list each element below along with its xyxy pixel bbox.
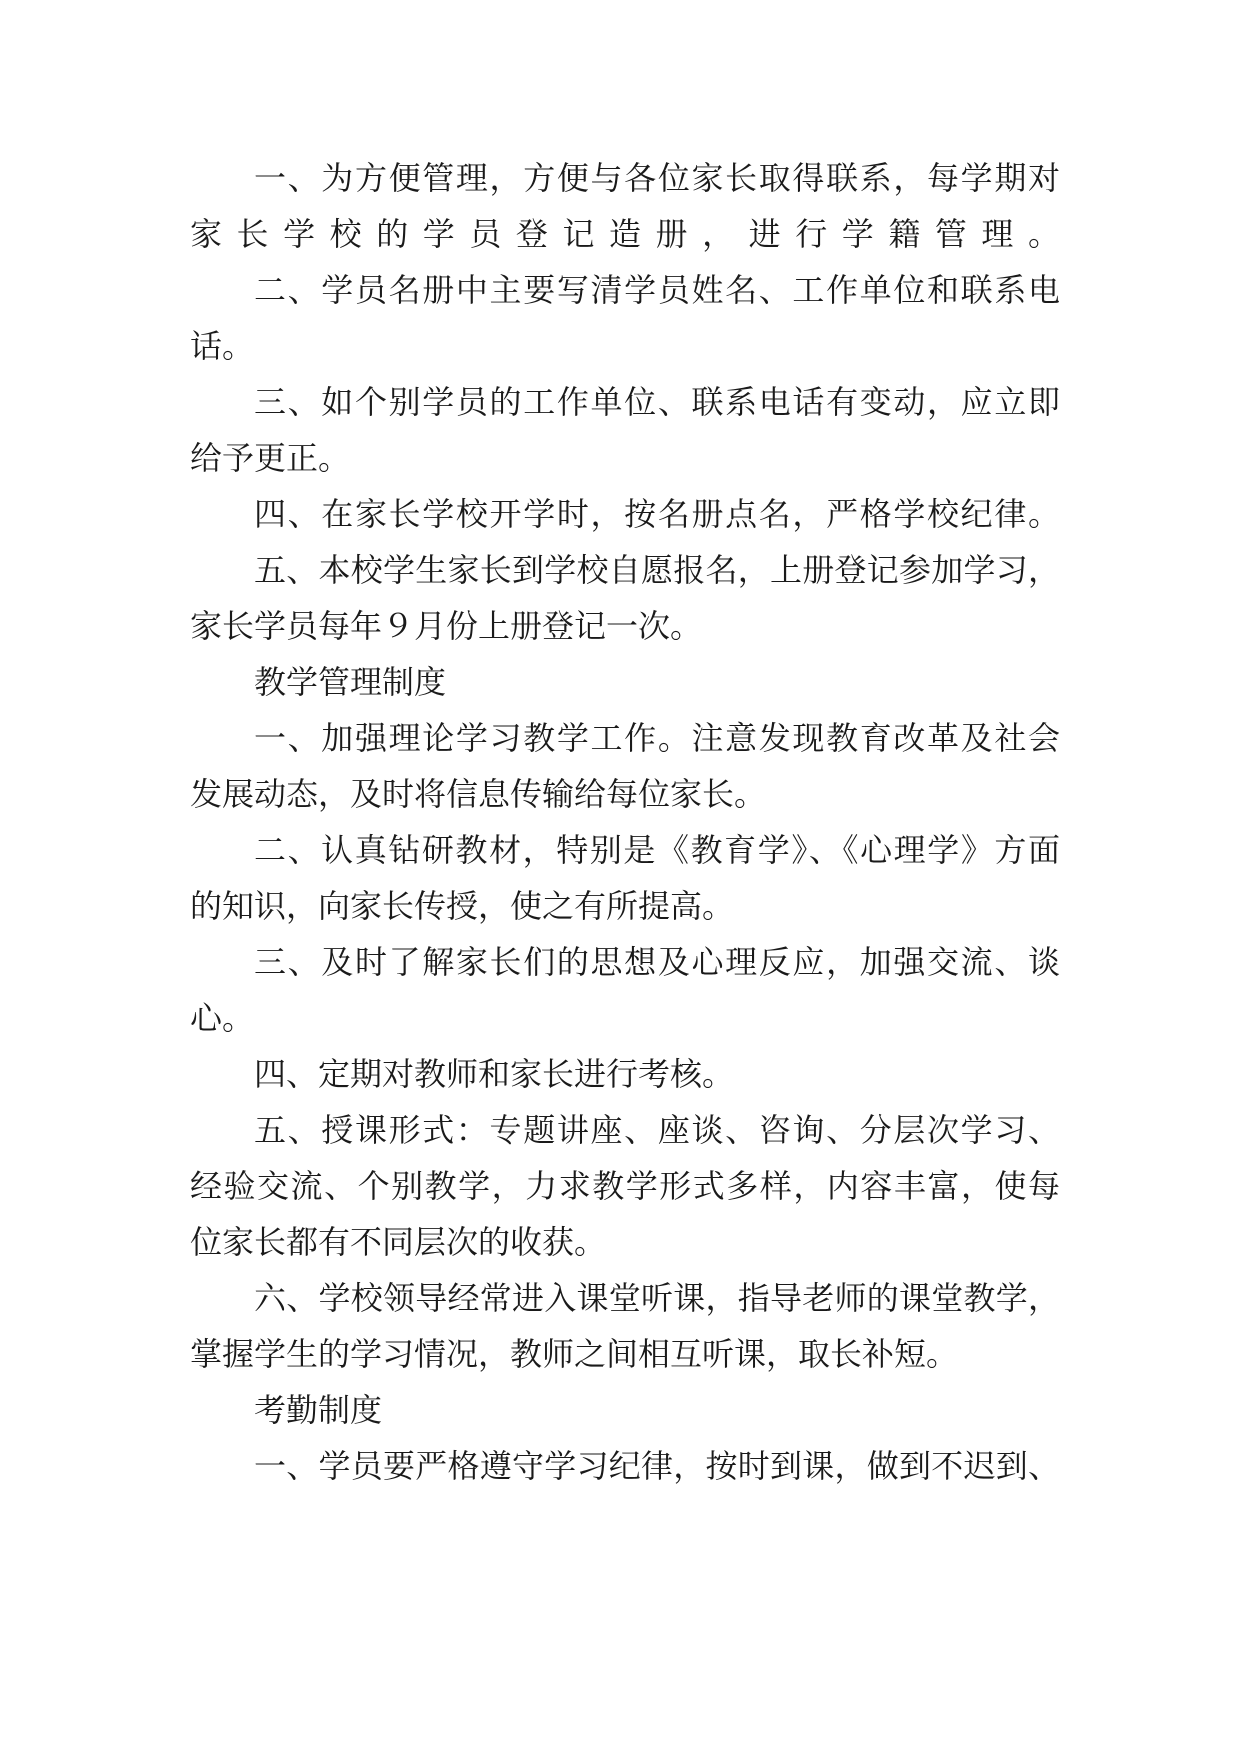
text-line: 掌握学生的学习情况，教师之间相互听课，取长补短。 bbox=[190, 1335, 959, 1373]
text-line: 一、为方便管理，方便与各位家长取得联系，每学期对 bbox=[254, 159, 1060, 197]
text-line: 的知识，向家长传授，使之有所提高。 bbox=[190, 887, 735, 925]
text-line: 家长学员每年９月份上册登记一次。 bbox=[190, 607, 703, 645]
text-line: 一、加强理论学习教学工作。注意发现教育改革及社会 bbox=[254, 719, 1060, 757]
text-line: 心。 bbox=[190, 999, 255, 1037]
text-line: 二、学员名册中主要写清学员姓名、工作单位和联系电 bbox=[254, 271, 1060, 309]
text-line: 发展动态，及时将信息传输给每位家长。 bbox=[190, 775, 767, 813]
text-line: 四、在家长学校开学时，按名册点名，严格学校纪律。 bbox=[254, 495, 1060, 533]
section-heading: 教学管理制度 bbox=[254, 663, 447, 701]
text-line: 一、学员要严格遵守学习纪律，按时到课，做到不迟到、 bbox=[254, 1447, 1060, 1485]
text-line: 三、如个别学员的工作单位、联系电话有变动，应立即 bbox=[254, 383, 1060, 421]
text-line: 五、授课形式：专题讲座、座谈、咨询、分层次学习、 bbox=[254, 1111, 1060, 1149]
section-heading: 考勤制度 bbox=[254, 1391, 383, 1429]
text-line: 位家长都有不同层次的收获。 bbox=[190, 1223, 607, 1261]
text-line: 家长学校的学员登记造册，进行学籍管理。 bbox=[190, 215, 1060, 253]
text-line: 四、定期对教师和家长进行考核。 bbox=[254, 1055, 735, 1093]
text-line: 五、本校学生家长到学校自愿报名，上册登记参加学习， bbox=[254, 551, 1060, 589]
text-line: 六、学校领导经常进入课堂听课，指导老师的课堂教学， bbox=[254, 1279, 1060, 1317]
text-line: 给予更正。 bbox=[190, 439, 351, 477]
text-line: 三、及时了解家长们的思想及心理反应，加强交流、谈 bbox=[254, 943, 1060, 981]
text-line: 经验交流、个别教学，力求教学形式多样，内容丰富，使每 bbox=[190, 1167, 1060, 1205]
text-line: 话。 bbox=[190, 327, 255, 365]
text-line: 二、认真钻研教材，特别是《教育学》、《心理学》方面 bbox=[254, 831, 1060, 869]
